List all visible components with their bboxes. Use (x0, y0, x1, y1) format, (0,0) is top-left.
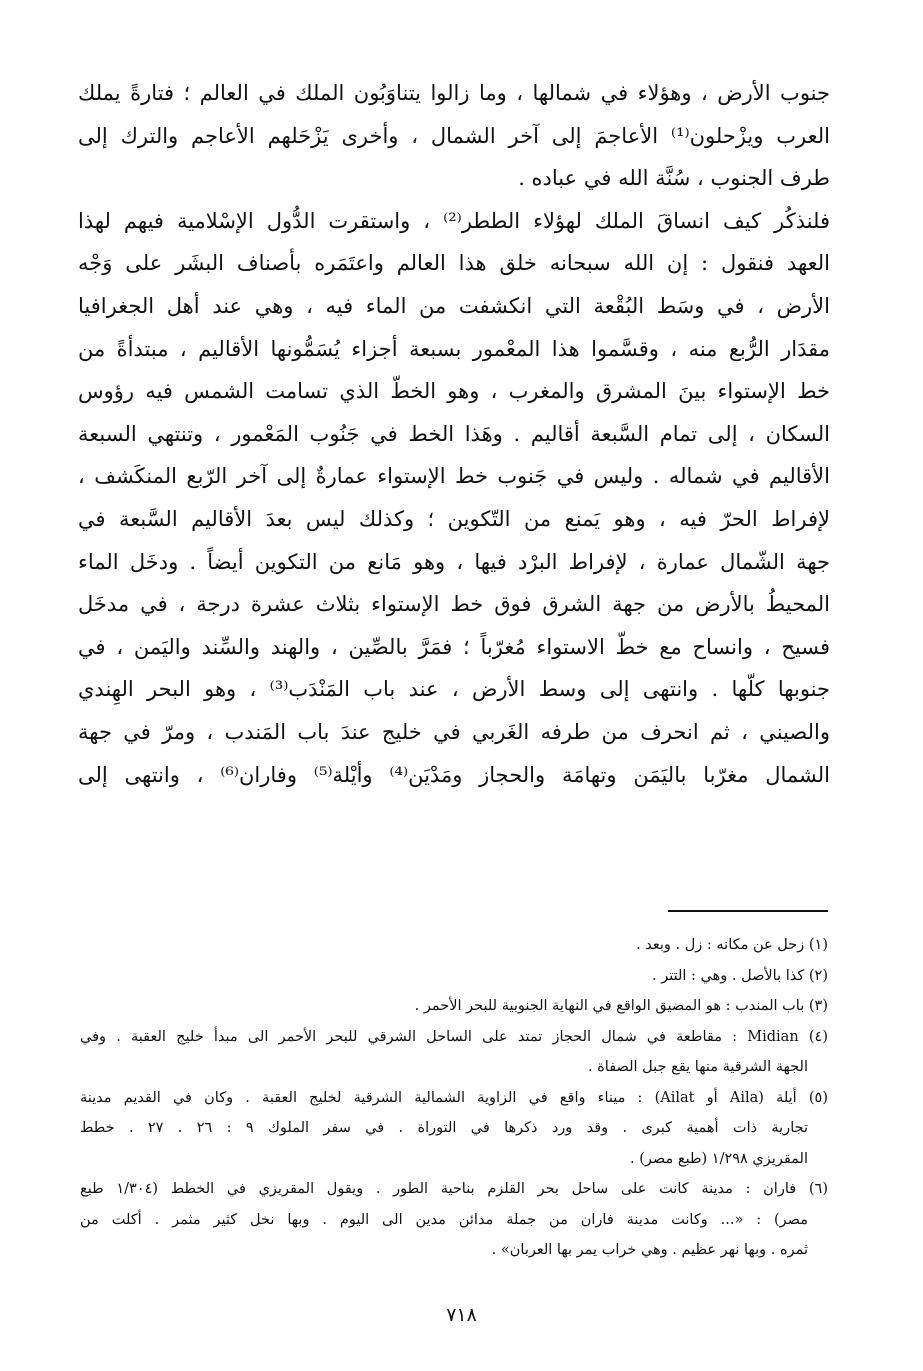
text-line: الشمال مغرّبا باليَمَن وتهامَة والحجاز ومَدْيَن⁽⁴⁾ وأيْلة⁽⁵⁾ وفاران⁽⁶⁾ ، وانتهى إلى (78, 762, 831, 787)
main-text (78, 72, 830, 796)
text-line: العهد فنقول : إن الله سبحانه خلق هذا العالم واعتَمَره بأصناف البشَر على وَجْه (78, 251, 830, 276)
footnote-line: تجارية ذات أهمية كبرى . وقد ورد ذكرها في التوراة . في سفر الملوك ٩ : ٢٦ . ٢٧ . خطط (80, 1120, 809, 1136)
footnote (80, 930, 828, 961)
footnote-line: (٦) فاران : مدينة كانت على ساحل بحر القلزم بناحية الطور . ويقول المقريزي في الخطط (١/٣٠٤ طبع (80, 1181, 829, 1197)
text-line: المحيطُ بالأرض من جهة الشرق فوق خط الإستواء بثلاث عشرة درجة ، في مدخَل (78, 592, 830, 617)
page-number: ٧١٨ (446, 1304, 477, 1326)
footnote-line: (٤) Midian : مقاطعة في شمال الحجاز تمتد على الساحل الشرقي للبحر الأحمر الى مبدأ خليج العقبة . وفي (80, 1028, 828, 1045)
text-line: خط الإستواء بينَ المشرق والمغرب ، وهو الخطّ الذي تسامت الشمس فيه رؤوس (78, 379, 830, 404)
footnotes (80, 930, 828, 1266)
text-line: والصيني ، ثم انحرف من طرفه الغَربي في خليج عندَ باب المَندب ، ومرّ في جهة (78, 719, 830, 744)
text-line: جهة الشّمال عمارة ، لإفراط البرْد فيها ، وهو مَانع من التكوين أيضاً . ودخَل الماء (78, 549, 830, 574)
footnote (80, 991, 828, 1022)
text-line: جنوب الأرض ، وهؤلاء في شمالها ، وما زالوا يتناوَبُون الملك في العالم ؛ فتارةً يملك (78, 81, 830, 105)
text-line: الأقاليم في شماله . وليس في جَنوب خط الإستواء عمارةٌ إلى آخر الرّبع المنكَشف ، (78, 464, 830, 489)
text-line: مقدَار الرُّبع منه ، وقسَّموا هذا المعْمور بسبعة أجزاء يُسَمُّونها الأقاليم ، مبتدأةً من (78, 336, 830, 361)
footnote (80, 1174, 828, 1266)
footnote-line: ثمره . وبها نهر عظيم . وهي خراب يمر بها العربان» . (491, 1242, 808, 1258)
text-line: جنوبها كلّها . وانتهى إلى وسط الأرض ، عند باب المَنْدَب⁽³⁾ ، وهو البحر الهِندي (78, 677, 830, 702)
text-line: السكان ، إلى تمام السَّبعة أقاليم . وهَذا الخط في جَنُوب المَعْمور ، وتنتهي السبعة (78, 421, 830, 446)
footnote-line: (١) زحل عن مكانه : زل . وبعد . (636, 937, 828, 953)
footnote-line: (٥) أيلة (Aila أو Ailat) : ميناء واقع في الزاوية الشمالية الشرقية لخليج العقبة . وكان في القديم مدينة (80, 1089, 828, 1106)
footnote-line: الجهة الشرقية منها يقع جبل الصفاة . (587, 1059, 808, 1075)
text-line: لإفراط الحرّ فيه ، وهو يَمنع من التّكوين ؛ وكذلك ليس بعدَ الأقاليم السَّبعة في (78, 506, 830, 531)
text-line: فلنذكُر كيف انساقَ الملك لهؤلاء الططر⁽²⁾ ، واستقرت الدُّول الإسْلامية فيهم لهذا (78, 208, 830, 233)
footnote-line: (٣) باب المندب : هو المضيق الواقع في النهاية الجنوبية للبحر الأحمر . (414, 998, 828, 1014)
text-line: فسيح ، وانساح مع خطّ الاستواء مُغرّباً ؛ فمَرَّ بالصِّين ، والهند والسِّند واليَمن ، في (78, 634, 830, 659)
text-line: طرف الجنوب ، سُنَّة الله في عباده . (518, 166, 830, 191)
footnote (80, 1022, 828, 1083)
footnote (80, 1083, 828, 1175)
text-line: الأرض ، في وسَط البُقْعة التي انكشفت من الماء فيه ، وهي عند أهل الجغرافيا (78, 293, 830, 318)
footnote-separator (668, 910, 828, 912)
footnote (80, 961, 828, 992)
text-line: العرب ويزْحلون⁽¹⁾ الأعاجمَ إلى آخر الشمال ، وأخرى يَزْحَلهم الأعاجم والترك إلى (78, 123, 830, 148)
footnote-line: مصر) : «... وكانت مدينة فاران من جملة مدائن مدين الى اليوم . وبها نخل كثير مثمر . أكلت من (80, 1211, 808, 1228)
footnote-line: (٢) كذا بالأصل . وهي : التتر . (652, 967, 828, 984)
footnote-line: المقريزي ١/٢٩٨ (طبع مصر) . (630, 1150, 808, 1167)
